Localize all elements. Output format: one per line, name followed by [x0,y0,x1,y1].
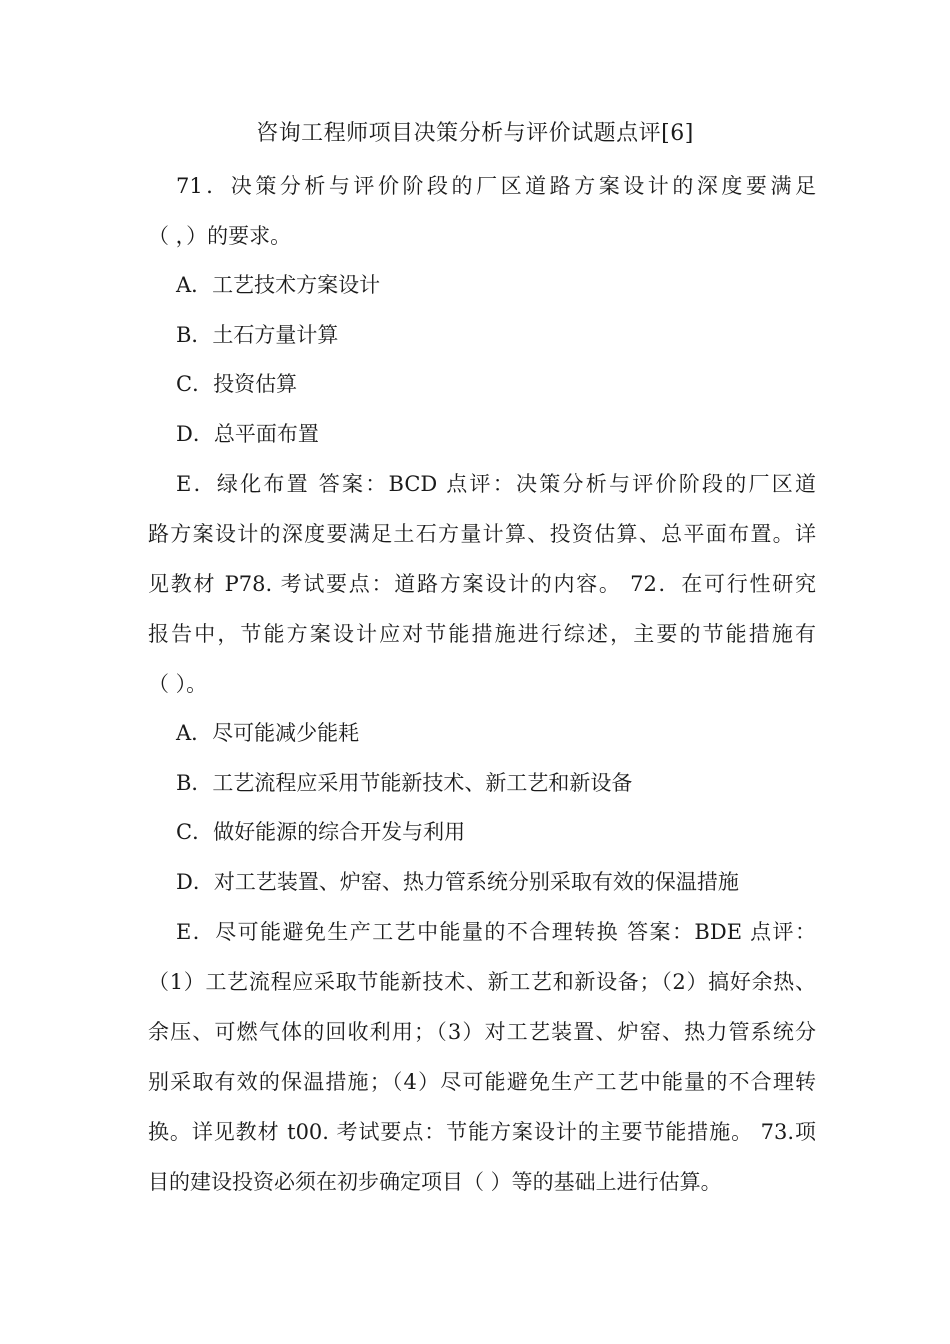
question-71-option-c: C．投资估算 [176,372,298,396]
question-72-option-e-answer: E．尽可能避免生产工艺中能量的不合理转换 答案：BDE 点评： [176,920,816,944]
question-72-option-d: D．对工艺装置、炉窑、热力管系统分别采取有效的保温措施 [176,870,739,894]
question-72-comment-line-1: （1）工艺流程应采取节能新技术、新工艺和新设备；（2）搞好余热、 [148,970,816,994]
question-72-comment-line-4: 换。详见教材 t00. 考试要点：节能方案设计的主要节能措施。 73.项 [148,1120,816,1144]
question-72-comment-line-2: 余压、可燃气体的回收利用；（3）对工艺装置、炉窑、热力管系统分 [148,1020,816,1044]
question-71-stem-line-2: （ ，）的要求。 [148,224,292,248]
question-71-stem-line-1: 71．决策分析与评价阶段的厂区道路方案设计的深度要满足 [176,174,816,198]
question-72-option-c: C．做好能源的综合开发与利用 [176,820,466,844]
question-71-comment-line-2: 见教材 P78. 考试要点：道路方案设计的内容。 72．在可行性研究 [148,572,816,596]
question-72-comment-line-3: 别采取有效的保温措施；（4）尽可能避免生产工艺中能量的不合理转 [148,1070,816,1094]
question-71-option-e-answer: E．绿化布置 答案：BCD 点评：决策分析与评价阶段的厂区道 [176,472,816,496]
question-73-stem-line: 目的建设投资必须在初步确定项目（ ）等的基础上进行估算。 [148,1170,722,1194]
question-71-option-a: A．工艺技术方案设计 [176,273,381,297]
question-71-option-d: D．总平面布置 [176,422,319,446]
question-72-stem-line-1: 报告中，节能方案设计应对节能措施进行综述，主要的节能措施有 [148,622,816,646]
question-72-option-b: B．工艺流程应采用节能新技术、新工艺和新设备 [176,771,633,795]
question-71-option-b: B．土石方量计算 [176,323,339,347]
question-71-comment-line-1: 路方案设计的深度要满足土石方量计算、投资估算、总平面布置。详 [148,522,816,546]
question-72-option-a: A．尽可能减少能耗 [176,721,360,745]
document-title: 咨询工程师项目决策分析与评价试题点评[6] [256,121,694,146]
question-72-stem-line-2: （ ）。 [148,672,208,696]
